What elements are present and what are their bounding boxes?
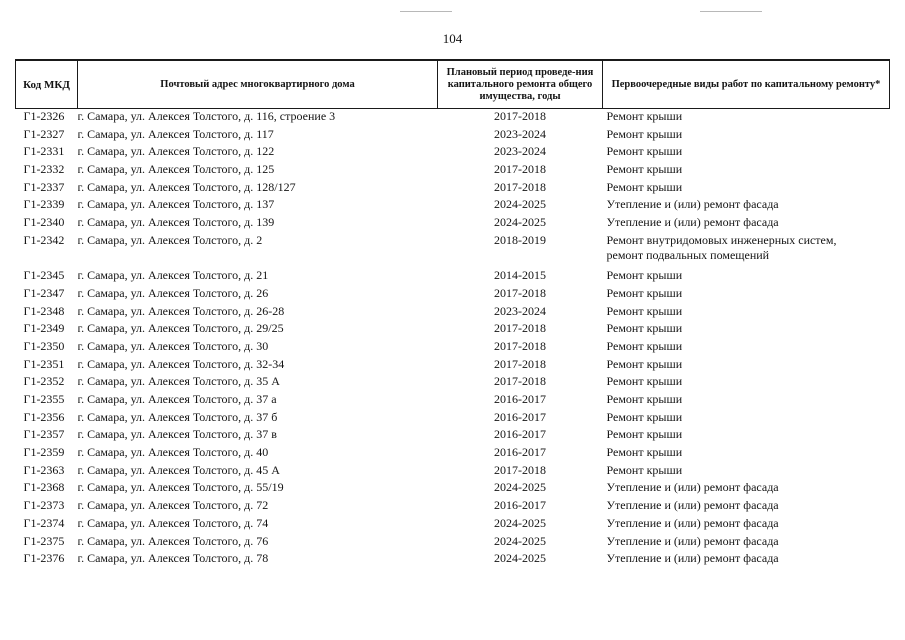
cell-period: 2017-2018 [494, 179, 546, 194]
cell-works: Утепление и (или) ремонт фасада [606, 498, 779, 513]
cell-address: г. Самара, ул. Алексея Толстого, д. 35 А [77, 374, 280, 389]
cell-address: г. Самара, ул. Алексея Толстого, д. 37 в [77, 427, 277, 442]
cell-works: Ремонт крыши [606, 268, 683, 283]
cell-code: Г1-2326 [23, 109, 65, 123]
cell-address: г. Самара, ул. Алексея Толстого, д. 29/25 [77, 321, 284, 336]
cell-address: г. Самара, ул. Алексея Толстого, д. 78 [77, 551, 269, 566]
cell-period: 2023-2024 [494, 303, 546, 318]
cell-period: 2017-2018 [494, 321, 546, 336]
cell-period: 2017-2018 [494, 162, 546, 177]
cell-code: Г1-2339 [23, 197, 65, 212]
cell-works: Ремонт крыши [606, 338, 683, 353]
table-row [16, 480, 890, 498]
cell-period: 2024-2025 [494, 480, 546, 495]
table-row [16, 215, 890, 233]
cell-code: Г1-2327 [23, 126, 65, 141]
cell-works: Ремонт крыши [606, 409, 683, 424]
cell-address: г. Самара, ул. Алексея Толстого, д. 122 [77, 144, 275, 159]
cell-address: г. Самара, ул. Алексея Толстого, д. 37 б [77, 409, 278, 424]
cell-code: Г1-2340 [23, 215, 65, 230]
table-row [16, 180, 890, 198]
cell-code: Г1-2356 [23, 409, 65, 424]
cell-code: Г1-2373 [23, 498, 65, 513]
cell-address: г. Самара, ул. Алексея Толстого, д. 45 А [77, 462, 280, 477]
cell-code: Г1-2352 [23, 374, 65, 389]
table-row [16, 445, 890, 463]
table-row [16, 498, 890, 516]
table-row [16, 286, 890, 304]
cell-address: г. Самара, ул. Алексея Толстого, д. 128/127 [77, 179, 296, 194]
cell-address: г. Самара, ул. Алексея Толстого, д. 37 а [77, 392, 277, 407]
table-body [16, 109, 890, 569]
cell-address: г. Самара, ул. Алексея Толстого, д. 2 [77, 232, 263, 247]
cell-address: г. Самара, ул. Алексея Толстого, д. 21 [77, 268, 269, 283]
table-row [16, 197, 890, 215]
cell-code: Г1-2355 [23, 392, 65, 407]
cell-code: Г1-2368 [23, 480, 65, 495]
cell-period: 2024-2025 [494, 215, 546, 230]
page-number: 104 [442, 31, 463, 46]
cell-address: г. Самара, ул. Алексея Толстого, д. 30 [77, 338, 269, 353]
cell-code: Г1-2363 [23, 462, 65, 477]
cell-code: Г1-2375 [23, 533, 65, 548]
cell-works: Ремонт крыши [606, 374, 683, 389]
cell-period: 2016-2017 [494, 427, 546, 442]
table-row [16, 392, 890, 410]
cell-works: Утепление и (или) ремонт фасада [606, 197, 779, 212]
table-row [16, 304, 890, 322]
column-header-address: Почтовый адрес многоквартирного дома [78, 60, 438, 109]
cell-works: Утепление и (или) ремонт фасада [606, 215, 779, 230]
cell-works: Утепление и (или) ремонт фасада [606, 480, 779, 495]
cell-period: 2017-2018 [494, 109, 546, 123]
cell-period: 2024-2025 [494, 551, 546, 566]
cell-code: Г1-2348 [23, 303, 65, 318]
table-row [16, 427, 890, 445]
cell-period: 2024-2025 [494, 197, 546, 212]
cell-address: г. Самара, ул. Алексея Толстого, д. 74 [77, 515, 269, 530]
cell-period: 2016-2017 [494, 498, 546, 513]
table-row [16, 374, 890, 392]
cell-period: 2014-2015 [494, 268, 546, 283]
cell-period: 2024-2025 [494, 515, 546, 530]
table-row [16, 162, 890, 180]
cell-works: Ремонт крыши [606, 126, 683, 141]
cell-address: г. Самара, ул. Алексея Толстого, д. 117 [77, 126, 274, 141]
cell-works: Ремонт крыши [606, 109, 683, 123]
cell-code: Г1-2359 [23, 445, 65, 460]
cell-works: Ремонт крыши [606, 179, 683, 194]
cell-address: г. Самара, ул. Алексея Толстого, д. 139 [77, 215, 275, 230]
cell-address: г. Самара, ул. Алексея Толстого, д. 26-28 [77, 303, 285, 318]
scan-artifact-line [700, 11, 762, 12]
cell-period: 2016-2017 [494, 409, 546, 424]
table-row [16, 321, 890, 339]
capital-repair-table [15, 59, 890, 569]
cell-period: 2017-2018 [494, 374, 546, 389]
cell-period: 2016-2017 [494, 445, 546, 460]
cell-address: г. Самара, ул. Алексея Толстого, д. 26 [77, 285, 269, 300]
cell-period: 2017-2018 [494, 285, 546, 300]
scan-artifact-line [400, 11, 452, 12]
cell-address: г. Самара, ул. Алексея Толстого, д. 125 [77, 162, 275, 177]
cell-code: Г1-2376 [23, 551, 65, 566]
cell-period: 2018-2019 [494, 232, 546, 247]
cell-works: Утепление и (или) ремонт фасада [606, 551, 779, 566]
column-header-works: Первоочередные виды работ по капитальному ремонту* [603, 60, 890, 109]
cell-period: 2023-2024 [494, 126, 546, 141]
table-row [16, 268, 890, 286]
cell-works: Ремонт крыши [606, 144, 683, 159]
table-row [16, 144, 890, 162]
cell-code: Г1-2332 [23, 162, 65, 177]
cell-period: 2017-2018 [494, 338, 546, 353]
cell-code: Г1-2331 [23, 144, 65, 159]
cell-works: Ремонт крыши [606, 162, 683, 177]
cell-works: Утепление и (или) ремонт фасада [606, 515, 779, 530]
cell-period: 2016-2017 [494, 392, 546, 407]
cell-works: Ремонт крыши [606, 285, 683, 300]
cell-works: Ремонт крыши [606, 303, 683, 318]
column-header-period: Плановый период проведе-ния капитального ремонта общего имущества, годы [438, 60, 603, 109]
cell-address: г. Самара, ул. Алексея Толстого, д. 40 [77, 445, 269, 460]
cell-period: 2017-2018 [494, 462, 546, 477]
cell-works: Ремонт крыши [606, 392, 683, 407]
cell-period: 2024-2025 [494, 533, 546, 548]
cell-code: Г1-2345 [23, 268, 65, 283]
cell-works: Ремонт крыши [606, 427, 683, 442]
cell-code: Г1-2350 [23, 338, 65, 353]
cell-code: Г1-2337 [23, 179, 65, 194]
cell-address: г. Самара, ул. Алексея Толстого, д. 72 [77, 498, 269, 513]
cell-code: Г1-2349 [23, 321, 65, 336]
cell-address: г. Самара, ул. Алексея Толстого, д. 32-34 [77, 356, 285, 371]
cell-works: Ремонт крыши [606, 356, 683, 371]
column-header-code: Код МКД [16, 60, 78, 109]
cell-period: 2023-2024 [494, 144, 546, 159]
table-row [16, 410, 890, 428]
table-row [16, 516, 890, 534]
table-row [16, 534, 890, 552]
cell-works: Ремонт внутридомовых инженерных систем, ремонт подвальных помещений [606, 232, 837, 262]
table-row [16, 357, 890, 375]
cell-code: Г1-2357 [23, 427, 65, 442]
cell-code: Г1-2342 [23, 232, 65, 247]
table-row [16, 109, 890, 127]
cell-works: Ремонт крыши [606, 445, 683, 460]
cell-works: Ремонт крыши [606, 321, 683, 336]
cell-address: г. Самара, ул. Алексея Толстого, д. 76 [77, 533, 269, 548]
cell-works: Ремонт крыши [606, 462, 683, 477]
table-row [16, 551, 890, 569]
table-row [16, 339, 890, 357]
cell-code: Г1-2347 [23, 285, 65, 300]
cell-address: г. Самара, ул. Алексея Толстого, д. 55/19 [77, 480, 284, 495]
cell-works: Утепление и (или) ремонт фасада [606, 533, 779, 548]
cell-code: Г1-2374 [23, 515, 65, 530]
table-header [16, 60, 890, 109]
table-row [16, 127, 890, 145]
table-row [16, 233, 890, 268]
cell-period: 2017-2018 [494, 356, 546, 371]
cell-code: Г1-2351 [23, 356, 65, 371]
table-header-row [16, 60, 890, 109]
cell-address: г. Самара, ул. Алексея Толстого, д. 116, строение 3 [77, 109, 336, 123]
table-row [16, 463, 890, 481]
cell-address: г. Самара, ул. Алексея Толстого, д. 137 [77, 197, 275, 212]
